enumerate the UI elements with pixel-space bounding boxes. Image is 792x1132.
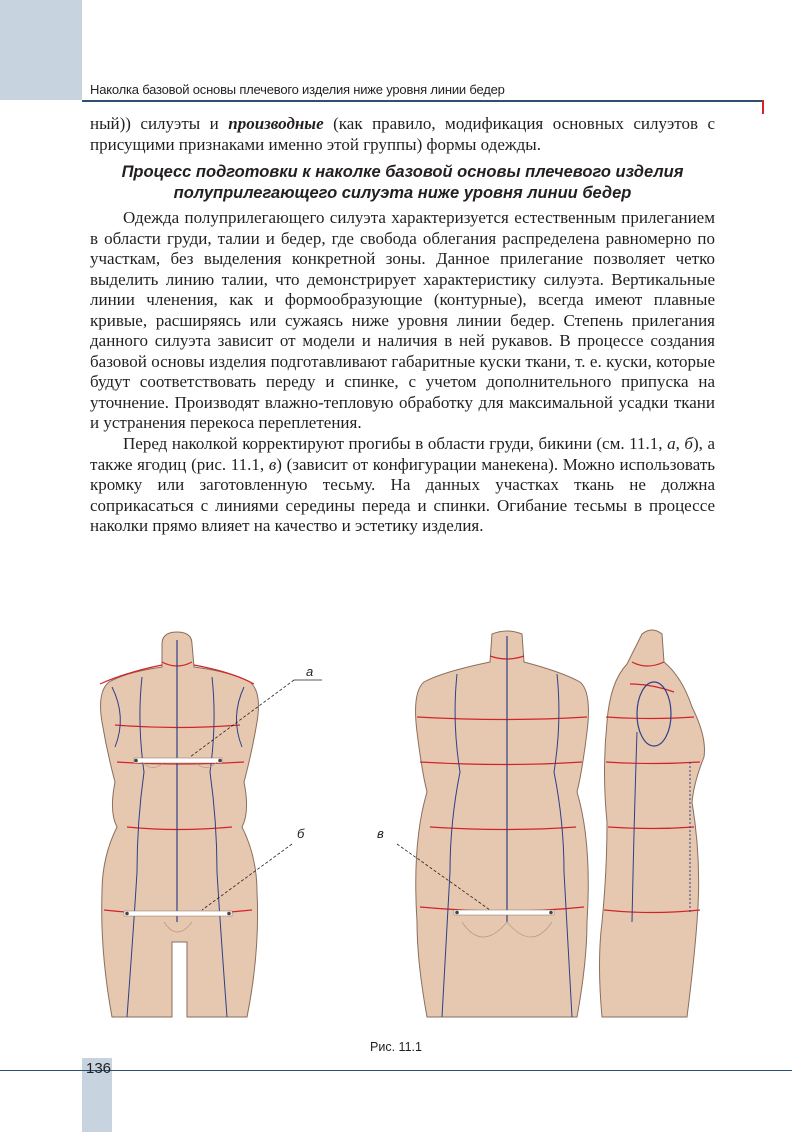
intro-emphasis: производные	[228, 114, 324, 133]
figure-caption: Рис. 11.1	[370, 1040, 422, 1054]
page-number: 136	[86, 1060, 112, 1077]
header-accent-tick	[762, 100, 764, 114]
side-body-shape	[600, 630, 705, 1017]
label-b: б	[297, 826, 305, 841]
intro-text-start: ный)) силуэты и	[90, 114, 229, 133]
buttocks-tape	[454, 910, 554, 915]
label-v: в	[377, 826, 384, 841]
buttocks-tape-pin-left	[455, 911, 459, 915]
bust-tape-pin-left	[134, 759, 138, 763]
front-mannequin	[100, 632, 258, 1017]
header-rule	[82, 100, 762, 102]
back-body-shape	[416, 631, 589, 1017]
intro-paragraph	[90, 114, 715, 155]
bust-tape-pin-right	[218, 759, 222, 763]
label-a: а	[306, 664, 314, 679]
paragraph-2: Перед наколкой корректируют прогибы в области груди, бикини (см. 11.1, а, б), а также ягодиц (рис. 11.1, в) (зависит от конфигурации манекена). Можно использовать кромку или заготовленную тесьму. На данных участках ткань не должна соприкасаться с линиями середины переда и спинки. Огибание тесьмы в процессе наколки прямо влияет на качество и эстетику изделия.	[90, 434, 716, 535]
ref-letter-b: б	[684, 434, 693, 453]
section-heading	[90, 162, 715, 204]
front-body-shape	[101, 632, 259, 1017]
figure-11-1	[82, 622, 722, 1032]
bust-tape	[134, 758, 222, 763]
footer-rule	[0, 1070, 792, 1071]
running-header: Наколка базовой основы плечевого изделия ниже уровня линии бедер	[90, 82, 505, 97]
section-heading-line1: Процесс подготовки к наколке базовой основы плечевого изделия	[121, 163, 684, 181]
bikini-tape-pin-left	[125, 912, 129, 916]
back-mannequin	[416, 631, 589, 1017]
section-heading-line2: полуприлегающего силуэта ниже уровня линии бедер	[173, 184, 632, 202]
side-mannequin	[600, 630, 705, 1017]
ref-letter-a: а	[667, 434, 676, 453]
intro-text-end: (как правило, модификация основных силуэтов с присущими признаками именно этой группы) формы одежды.	[90, 114, 715, 154]
bikini-tape-pin-right	[227, 912, 231, 916]
bikini-tape	[124, 911, 232, 916]
paragraph-1: Одежда полуприлегающего силуэта характеризуется естественным прилеганием в области груди, талии и бедер, где свобода облегания распределена равномерно по участкам, без выделения конкретной зоны. Данное прилегание позволяет четко выделить линию талии, что демонстрирует характеристику силуэта. Вертикальные линии членения, как и формообразующие (контурные), всегда имеют плавные кривые, расширяясь или сужаясь ниже уровня линии бедер. Степень прилегания данного силуэта зависит от модели и наличия в ней рукавов. В процессе создания базовой основы изделия подготавливают габаритные куски ткани, т. е. куски, которые будут соответствовать переду и спинке, с учетом дополнительного припуска на уточнение. Производят влажно-тепловую обработку для максимальной усадки ткани и устранения перекоса переплетения.	[90, 208, 715, 432]
ref-letter-v: в	[268, 454, 277, 474]
sidebar-decoration-top	[0, 0, 82, 100]
buttocks-tape-pin-right	[549, 911, 553, 915]
body-text-block	[90, 208, 715, 537]
